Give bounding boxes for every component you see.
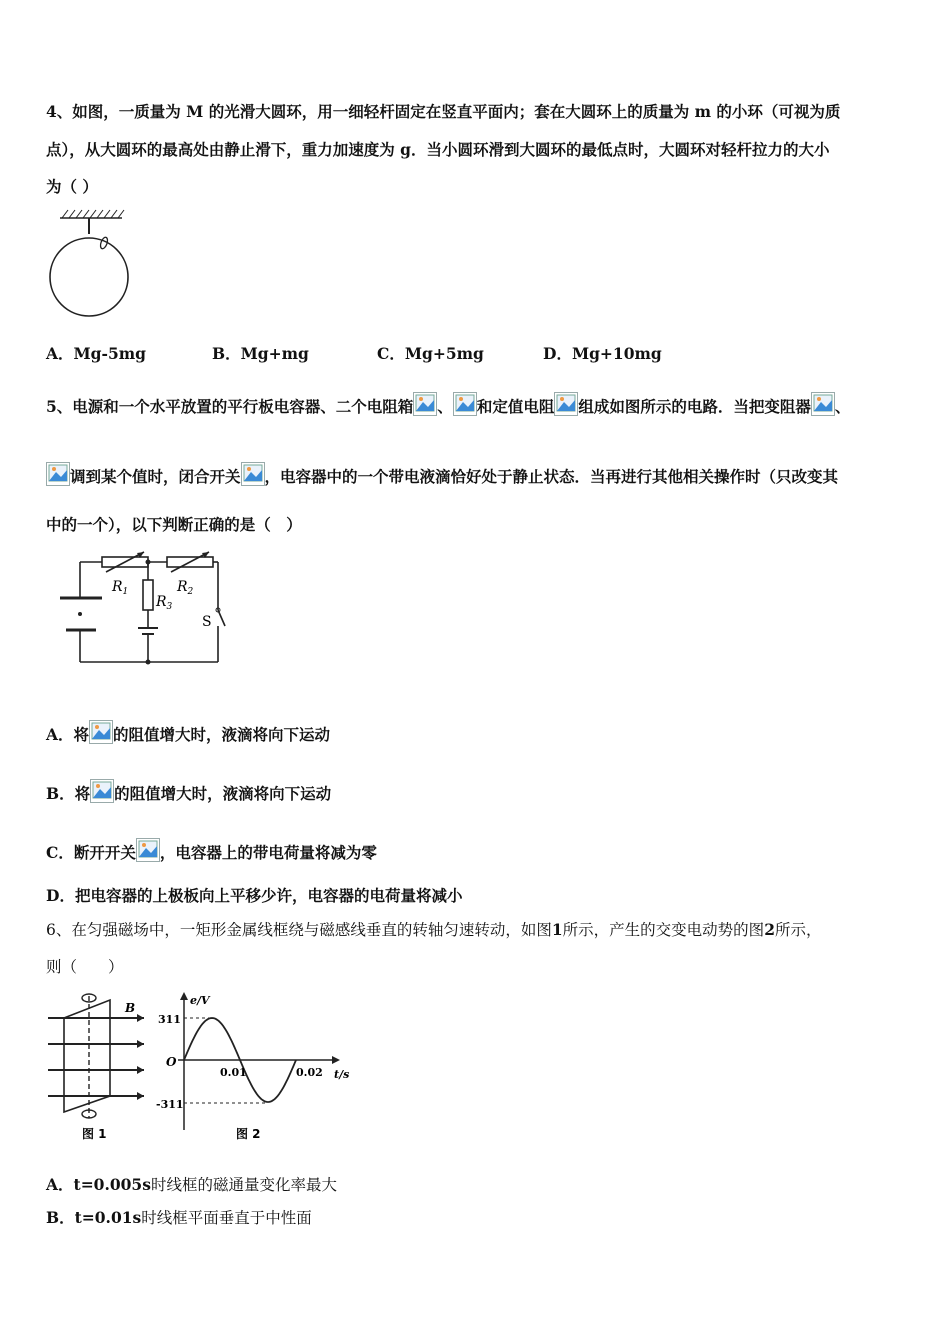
broken-image-icon	[90, 779, 114, 803]
q6-line1-mid: 所示，产生的交变电动势的图	[562, 921, 765, 939]
broken-image-icon	[811, 392, 835, 416]
switch-label: S	[202, 614, 212, 630]
r1-label: $R_1$	[112, 579, 129, 597]
q5-option-c-pre: C．断开开关	[46, 843, 136, 862]
q6-fig1-ref: 1	[551, 920, 563, 939]
q5-text-7: ，电容器中的一个带电液滴恰好处于静止状态．当再进行其他相关操作时（只改变其	[264, 467, 839, 486]
q6-option-a-text: 时线框的磁通量变化率最大	[150, 1176, 337, 1194]
broken-image-icon	[453, 392, 477, 416]
fig2-caption: 图 2	[236, 1127, 261, 1141]
y-min-label: -311	[156, 1098, 184, 1111]
y-max-label: 311	[158, 1013, 181, 1026]
broken-image-icon	[136, 838, 160, 862]
x-axis-label: t/s	[334, 1068, 350, 1081]
q6-line2: 则（ ）	[46, 958, 124, 976]
q5-option-c-post: ，电容器上的带电荷量将减为零	[159, 843, 377, 862]
q5-option-b-pre: B．将	[46, 784, 91, 803]
coil-figure	[44, 990, 154, 1145]
q5-text-2: 、	[437, 397, 453, 416]
q5-option-a-pre: A．将	[46, 725, 90, 744]
q6-line1-pre: 6、在匀强磁场中，一矩形金属线框绕与磁感线垂直的转轴匀速转动，如图	[46, 921, 552, 939]
r3-label: $R_3$	[156, 594, 173, 612]
y-axis-label: e/V	[190, 994, 210, 1007]
r2-label: $R_2$	[177, 579, 194, 597]
emf-graph	[156, 990, 356, 1145]
x-tick-001: 0.01	[220, 1066, 247, 1079]
broken-image-icon	[241, 462, 265, 486]
q4-line2: 点），从大圆环的最高处由静止滑下，重力加速度为 g．当小圆环滑到大圆环的最低点时，大圆环对轻杆拉力的大小	[46, 140, 830, 159]
q6-option-b-text: 时线框平面垂直于中性面	[141, 1209, 312, 1227]
q5-text-3: 和定值电阻	[476, 397, 555, 416]
q5-text-4: 组成如图所示的电路．当把变阻器	[578, 397, 811, 416]
b-field-label: B	[125, 1001, 136, 1015]
broken-image-icon	[46, 462, 70, 486]
q4-line1: 4、如图，一质量为 M 的光滑大圆环，用一细轻杆固定在竖直平面内；套在大圆环上的质量为 m 的小环（可视为质	[46, 102, 841, 121]
q6-option-a-time: t=0.005s	[73, 1175, 151, 1194]
q6-option-b-label: B．	[46, 1208, 75, 1227]
q6-fig2-ref: 2	[764, 920, 775, 939]
q5-option-b	[46, 779, 331, 804]
q4-option-a: A．Mg-5mg	[46, 344, 146, 363]
q4-option-b: B．Mg+mg	[212, 344, 309, 363]
q6-option-b	[46, 1208, 312, 1228]
q5-option-a-post: 的阻值增大时，液滴将向下运动	[113, 725, 331, 744]
q5-line2	[46, 462, 838, 487]
q5-text-5: 、	[834, 397, 851, 416]
origin-label: O	[166, 1055, 177, 1069]
q5-option-b-post: 的阻值增大时，液滴将向下运动	[114, 784, 332, 803]
fig1-caption: 图 1	[82, 1127, 107, 1141]
q5-line3: 中的一个），以下判断正确的是（ ）	[46, 515, 302, 534]
x-tick-002: 0.02	[296, 1066, 323, 1079]
q6-option-a	[46, 1175, 337, 1195]
q4-option-d: D．Mg+10mg	[543, 344, 662, 363]
broken-image-icon	[413, 392, 437, 416]
q6-option-a-label: A．	[46, 1175, 74, 1194]
circuit-diagram	[50, 548, 230, 668]
broken-image-icon	[554, 392, 578, 416]
broken-image-icon	[89, 720, 113, 744]
q6-line1	[46, 920, 822, 940]
q6-line1-post: 所示，	[774, 921, 822, 939]
q5-option-d: D．把电容器的上极板向上平移少许，电容器的电荷量将减小	[46, 886, 463, 905]
q5-text-1: 5、电源和一个水平放置的平行板电容器、二个电阻箱	[46, 397, 414, 416]
q4-option-c: C．Mg+5mg	[377, 344, 484, 363]
q5-text-6: 调到某个值时，闭合开关	[70, 467, 241, 486]
hoop-figure	[44, 206, 140, 324]
q5-option-c	[46, 838, 377, 863]
q5-option-a	[46, 720, 330, 745]
q6-option-b-time: t=0.01s	[74, 1208, 142, 1227]
q4-line3: 为（ ）	[46, 177, 98, 196]
q5-line1	[46, 392, 850, 417]
